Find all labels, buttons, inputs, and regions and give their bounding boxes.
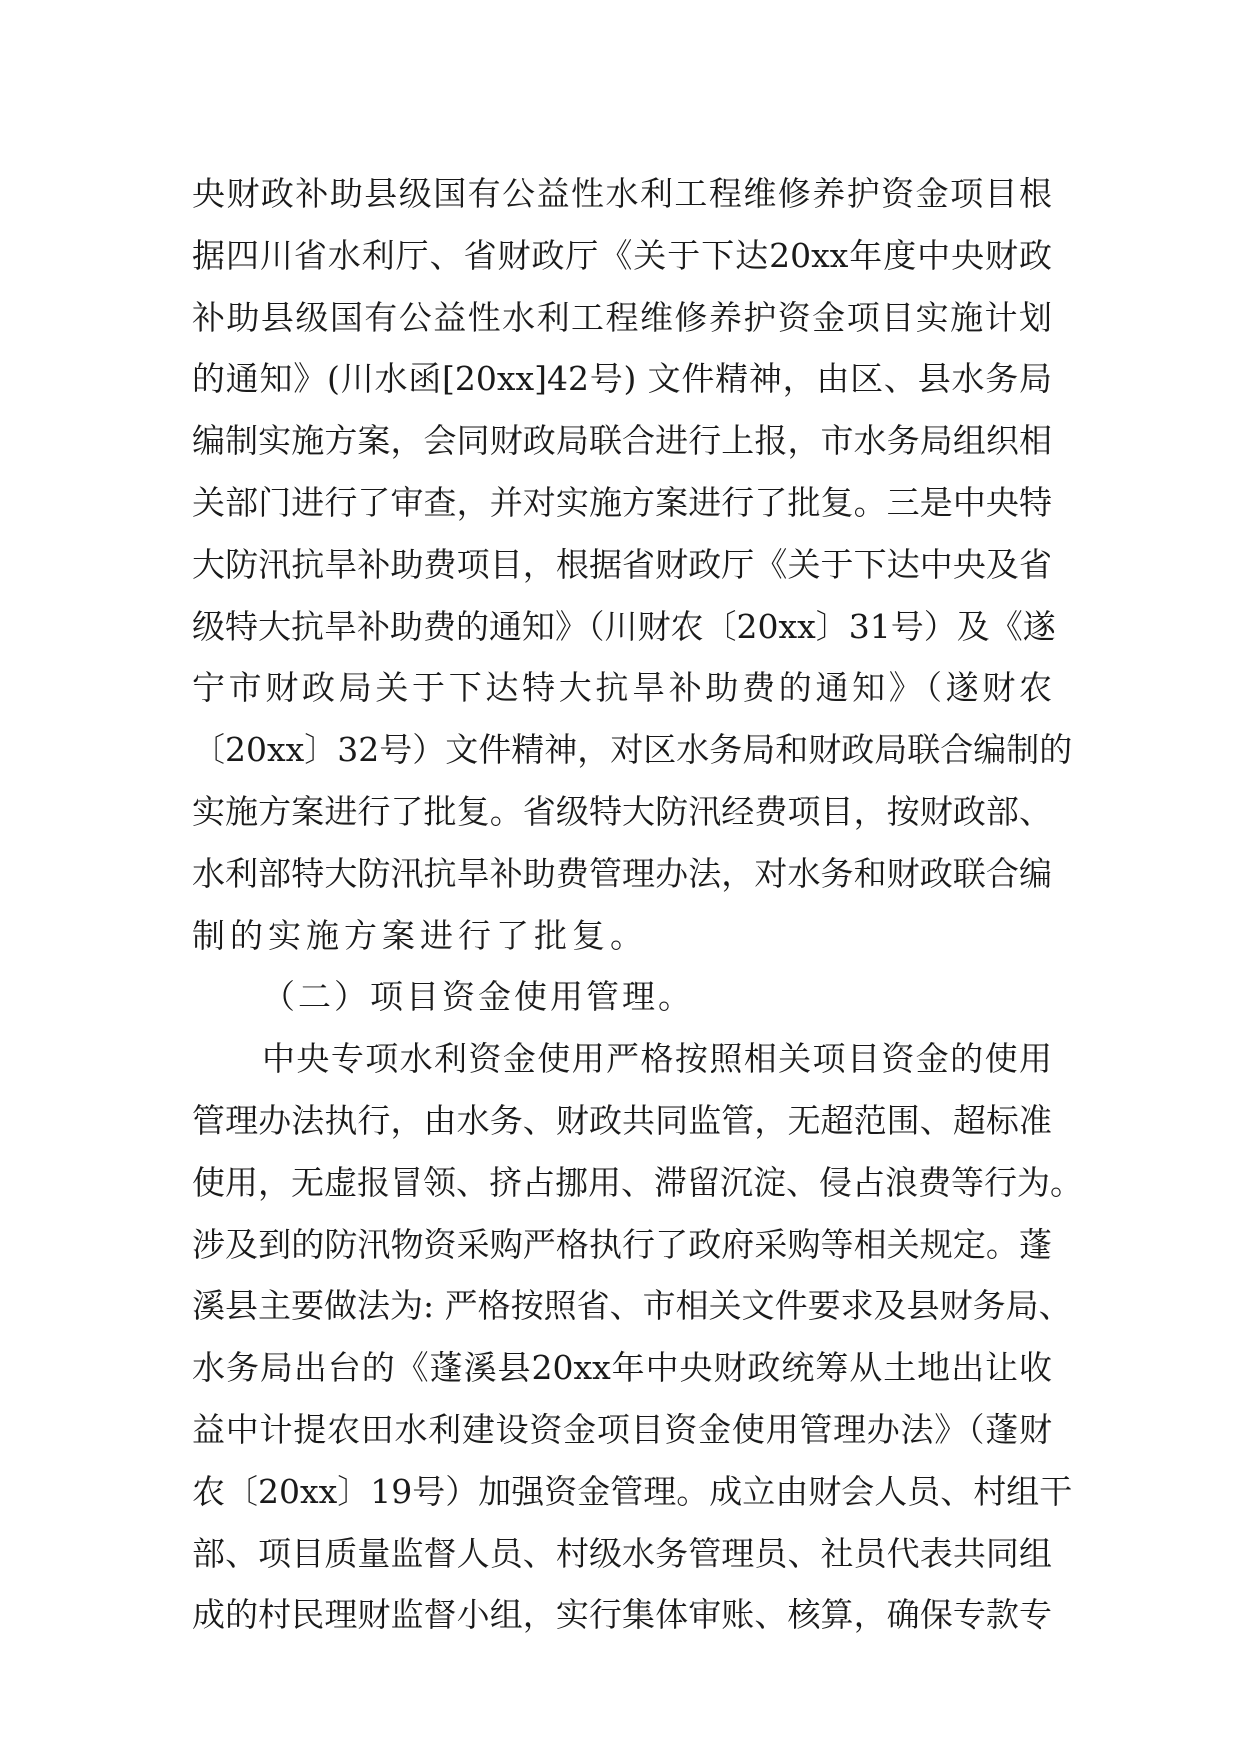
text-line: 水务局出台的《蓬溪县20xx年中央财政统筹从土地出让收 bbox=[192, 1348, 1052, 1388]
text-line: 大防汛抗旱补助费项目，根据省财政厅《关于下达中央及省 bbox=[192, 544, 1052, 584]
text-line: 实施方案进行了批复。省级特大防汛经费项目，按财政部、 bbox=[192, 791, 1052, 831]
text-line: 据四川省水利厅、省财政厅《关于下达20xx年度中央财政 bbox=[192, 235, 1052, 275]
text-line: 的通知》(川水函[20xx]42号) 文件精神，由区、县水务局 bbox=[192, 359, 1052, 399]
body-text bbox=[192, 163, 1083, 1646]
text-line: 部、项目质量监督人员、村级水务管理员、社员代表共同组 bbox=[192, 1533, 1052, 1573]
text-line: 关部门进行了审查，并对实施方案进行了批复。三是中央特 bbox=[192, 482, 1052, 522]
text-line: 管理办法执行，由水务、财政共同监管，无超范围、超标准 bbox=[192, 1100, 1052, 1140]
text-line: 补助县级国有公益性水利工程维修养护资金项目实施计划 bbox=[192, 297, 1052, 337]
text-line: 农〔20xx〕19号）加强资金管理。成立由财会人员、村组干 bbox=[192, 1471, 1073, 1511]
text-line: 编制实施方案，会同财政局联合进行上报，市水务局组织相 bbox=[192, 421, 1052, 461]
section-heading: （二）项目资金使用管理。 bbox=[262, 977, 694, 1017]
text-line: 〔20xx〕32号）文件精神，对区水务局和财政局联合编制的 bbox=[192, 730, 1073, 770]
text-line: 益中计提农田水利建设资金项目资金使用管理办法》（蓬财 bbox=[192, 1409, 1052, 1449]
text-line: 央财政补助县级国有公益性水利工程维修养护资金项目根 bbox=[192, 174, 1052, 213]
text-line: 溪县主要做法为: 严格按照省、市相关文件要求及县财务局、 bbox=[192, 1286, 1072, 1326]
text-line: 成的村民理财监督小组，实行集体审账、核算，确保专款专 bbox=[192, 1595, 1052, 1635]
paragraph-first-line: 中央专项水利资金使用严格按照相关项目资金的使用 bbox=[262, 1039, 1052, 1079]
text-line: 使用，无虚报冒领、挤占挪用、滞留沉淀、侵占浪费等行为。 bbox=[192, 1162, 1083, 1202]
text-line: 制的实施方案进行了批复。 bbox=[192, 915, 648, 955]
text-line: 水利部特大防汛抗旱补助费管理办法，对水务和财政联合编 bbox=[192, 853, 1052, 893]
text-line: 宁市财政局关于下达特大抗旱补助费的通知》（遂财农 bbox=[192, 668, 1052, 708]
text-line: 涉及到的防汛物资采购严格执行了政府采购等相关规定。蓬 bbox=[192, 1224, 1052, 1264]
text-line: 级特大抗旱补助费的通知》（川财农〔20xx〕31号）及《遂 bbox=[192, 606, 1056, 646]
